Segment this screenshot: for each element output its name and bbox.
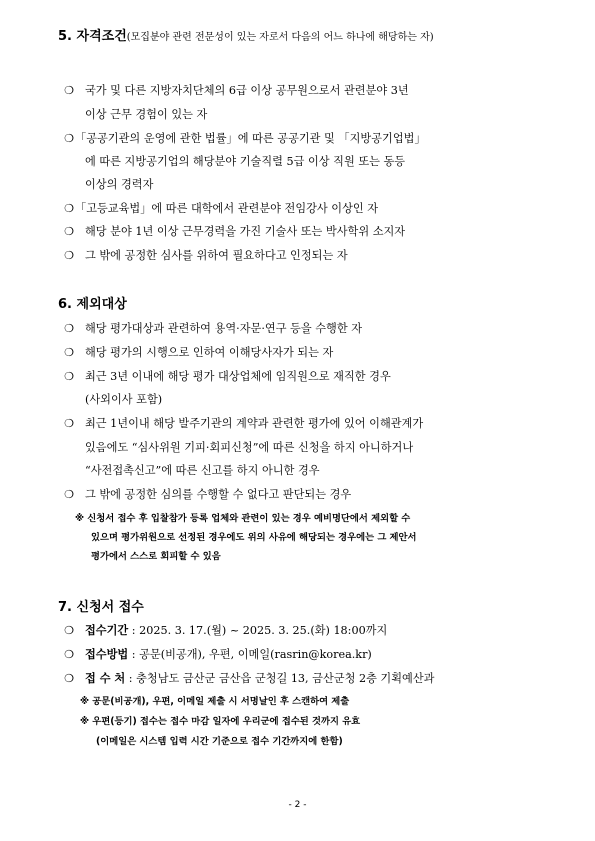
s5-item4: 해당 분야 1년 이상 근무경력을 가진 기술사 또는 박사학위 소지자	[85, 225, 406, 238]
s6-item4-line2: 있음에도 “심사위원 기피·회피신청”에 따른 신청을 하지 아니하거나	[85, 441, 414, 454]
s7-item1	[85, 624, 387, 638]
s5-item3: 「고등교육법」에 따른 대학에서 관련분야 전임강사 이상인 자	[75, 202, 379, 215]
page-number: - 2 -	[288, 800, 307, 810]
s7-item2-key: 접수방법	[85, 648, 129, 661]
section-5-number: 5.	[58, 29, 72, 44]
s6-item4-line3: “사전접촉신고”에 따른 신고를 하지 아니한 경우	[85, 464, 320, 477]
s7-item3-key: 접 수 처	[85, 672, 126, 685]
section-6-heading	[58, 293, 127, 312]
bullet-icon: ❍	[64, 249, 74, 262]
section-6-number: 6.	[58, 297, 72, 312]
s6-item2: 해당 평가의 시행으로 인하여 이해당사자가 되는 자	[85, 346, 334, 359]
bullet-icon: ❍	[64, 624, 74, 637]
s7-item3	[85, 672, 434, 686]
s7-remark-3: (이메일은 시스템 입력 시간 기준으로 접수 기간까지에 한함)	[96, 736, 343, 747]
s6-item4-line1: 최근 1년이내 해당 발주기관의 계약과 관련한 평가에 있어 이해관계가	[85, 417, 424, 430]
s5-item2-line3: 이상의 경력자	[85, 178, 154, 191]
section-5-heading	[58, 25, 434, 44]
bullet-icon: ❍	[64, 648, 74, 661]
bullet-icon: ❍	[64, 225, 74, 238]
s6-item1: 해당 평가대상과 관련하여 용역·자문·연구 등을 수행한 자	[85, 322, 363, 335]
bullet-icon: ❍	[64, 132, 74, 145]
section-5-title: 자격조건	[76, 29, 127, 44]
s7-item3-value: : 충청남도 금산군 금산읍 군청길 13, 금산군청 2층 기획예산과	[125, 672, 435, 685]
s7-item2	[85, 648, 372, 662]
s7-item1-key: 접수기간	[85, 624, 129, 637]
s6-remark-line2: 있으며 평가위원으로 선정된 경우에도 위의 사유에 해당되는 경우에는 그 제안서	[91, 532, 417, 543]
bullet-icon: ❍	[64, 322, 74, 335]
s6-remark-line1: ※ 신청서 접수 후 입찰참가 등록 업체와 관련이 있는 경우 예비명단에서 제외할 수	[75, 513, 411, 524]
s5-item1-line2: 이상 근무 경험이 있는 자	[85, 108, 208, 121]
bullet-icon: ❍	[64, 488, 74, 501]
s6-remark-line3: 평가에서 스스로 회피할 수 있음	[91, 551, 221, 562]
s7-item1-value: : 2025. 3. 17.(월) ~ 2025. 3. 25.(화) 18:00까지	[128, 624, 388, 637]
s5-item2-line2: 에 따른 지방공기업의 해당분야 기술직렬 5급 이상 직원 또는 동등	[85, 155, 406, 168]
section-6-title: 제외대상	[76, 297, 127, 312]
s6-item5: 그 밖에 공정한 심의를 수행할 수 없다고 판단되는 경우	[85, 488, 352, 501]
section-7-number: 7.	[58, 600, 72, 615]
bullet-icon: ❍	[64, 370, 74, 383]
s7-item2-value: : 공문(비공개), 우편, 이메일(rasrin@korea.kr)	[128, 648, 372, 661]
s6-item3-line1: 최근 3년 이내에 해당 평가 대상업체에 임직원으로 재직한 경우	[85, 370, 391, 383]
s5-item5: 그 밖에 공정한 심사를 위하여 필요하다고 인정되는 자	[85, 249, 348, 262]
bullet-icon: ❍	[64, 672, 74, 685]
bullet-icon: ❍	[64, 346, 74, 359]
bullet-icon: ❍	[64, 417, 74, 430]
s5-item2-line1: 「공공기관의 운영에 관한 법률」에 따른 공공기관 및 「지방공기업법」	[75, 132, 426, 145]
section-5-note: (모집분야 관련 전문성이 있는 자로서 다음의 어느 하나에 해당하는 자)	[126, 32, 434, 43]
section-7-heading	[58, 596, 144, 615]
section-7-title: 신청서 접수	[76, 600, 144, 615]
s7-remark-1: ※ 공문(비공개), 우편, 이메일 제출 시 서명날인 후 스캔하여 제출	[80, 696, 350, 707]
bullet-icon: ❍	[64, 202, 74, 215]
bullet-icon: ❍	[64, 84, 74, 97]
s7-remark-2: ※ 우편(등기) 접수는 접수 마감 일자에 우리군에 접수된 것까지 유효	[80, 716, 361, 727]
s5-item1-line1: 국가 및 다른 지방자치단체의 6급 이상 공무원으로서 관련분야 3년	[85, 84, 409, 97]
s6-item3-line2: (사외이사 포함)	[85, 393, 163, 406]
